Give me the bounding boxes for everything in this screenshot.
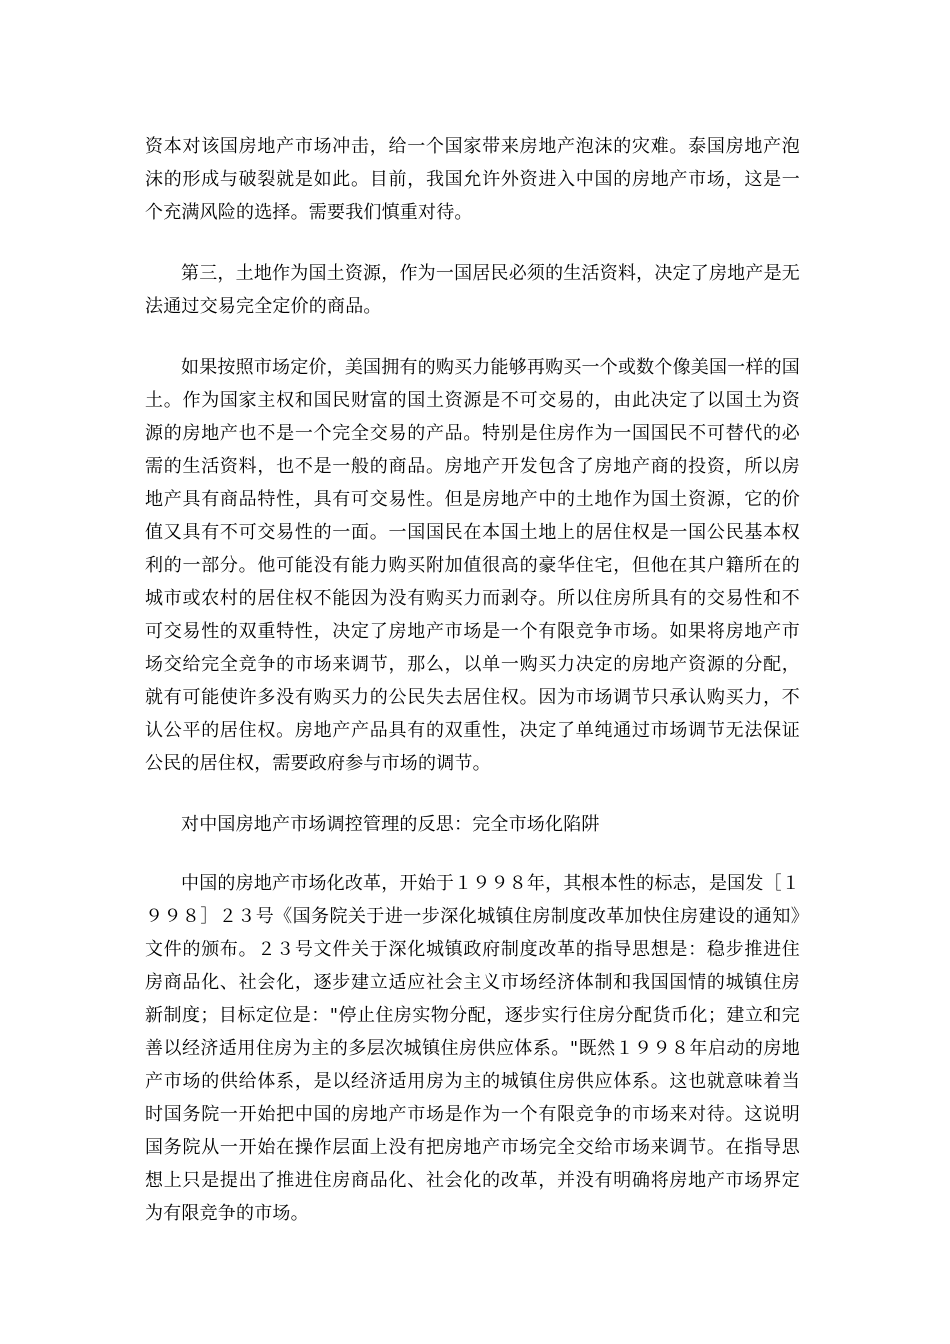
document-page xyxy=(145,130,800,1258)
paragraph-foreign-capital-risk: 资本对该国房地产市场冲击，给一个国家带来房地产泡沫的灾难。泰国房地产泡沫的形成与破裂就是如此。目前，我国允许外资进入中国的房地产市场，这是一个充满风险的选择。需要我们慎重对待。 xyxy=(145,136,800,223)
paragraph-land-as-resource: 如果按照市场定价，美国拥有的购买力能够再购买一个或数个像美国一样的国土。作为国家主权和国民财富的国土资源是不可交易的，由此决定了以国土为资源的房地产也不是一个完全交易的产品。特别是住房作为一国国民不可替代的必需的生活资料，也不是一般的商品。房地产开发包含了房地产商的投资，所以房地产具有商品特性，具有可交易性。但是房地产中的土地作为国土资源，它的价值又具有不可交易性的一面。一国国民在本国土地上的居住权是一国公民基本权利的一部分。他可能没有能力购买附加值很高的豪华住宅，但他在其户籍所在的城市或农村的居住权不能因为没有购买力而剥夺。所以住房所具有的交易性和不可交易性的双重特性，决定了房地产市场是一个有限竞争市场。如果将房地产市场交给完全竞争的市场来调节，那么，以单一购买力决定的房地产资源的分配，就有可能使许多没有购买力的公民失去居住权。因为市场调节只承认购买力，不认公平的居住权。房地产产品具有的双重性，决定了单纯通过市场调节无法保证公民的居住权，需要政府参与市场的调节。 xyxy=(145,357,800,774)
paragraph-market-reform-1998: 中国的房地产市场化改革，开始于１９９８年，其根本性的标志，是国发［１９９８］２３号《国务院关于进一步深化城镇住房制度改革加快住房建设的通知》文件的颁布。２３号文件关于深化城镇政府制度改革的指导思想是：稳步推进住房商品化、社会化，逐步建立适应社会主义市场经济体制和我国国情的城镇住房新制度；目标定位是："停止住房实物分配，逐步实行住房分配货币化；建立和完善以经济适用住房为主的多层次城镇住房供应体系。"既然１９９８年启动的房地产市场的供给体系，是以经济适用房为主的城镇住房供应体系。这也就意味着当时国务院一开始把中国的房地产市场是作为一个有限竞争的市场来对待。这说明国务院从一开始在操作层面上没有把房地产市场完全交给市场来调节。在指导思想上只是提出了推进住房商品化、社会化的改革，并没有明确将房地产市场界定为有限竞争的市场。 xyxy=(145,873,800,1224)
section-heading-reflection: 对中国房地产市场调控管理的反思：完全市场化陷阱 xyxy=(181,814,600,835)
paragraph-point-three: 第三，土地作为国土资源，作为一国居民必须的生活资料，决定了房地产是无法通过交易完全定价的商品。 xyxy=(145,263,800,317)
